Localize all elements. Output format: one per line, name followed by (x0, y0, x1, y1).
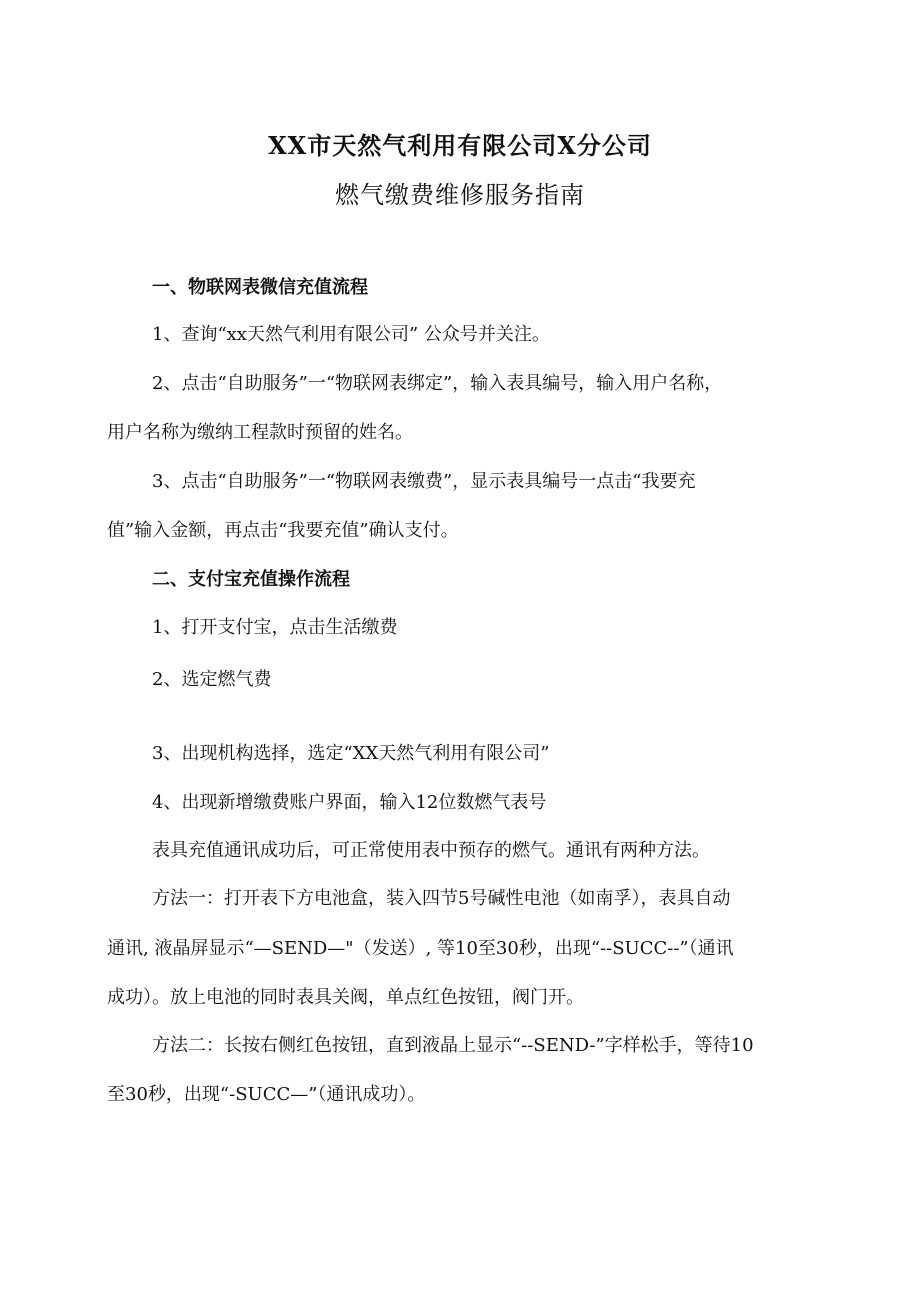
section2-note: 表具充值通讯成功后，可正常使用表中预存的燃气。通讯有两种方法。 (152, 840, 710, 861)
section1-item3-line1: 3、点击“自助服务”一“物联网表缴费”，显示表具编号一点击“我要充 (152, 471, 696, 492)
method2-line2: 至30秒，出现“-SUCC—”（通讯成功）。 (107, 1084, 426, 1105)
section2-heading: 二、支付宝充值操作流程 (152, 569, 350, 590)
section2-item3: 3、出现机构选择，选定“XX天然气利用有限公司” (152, 743, 550, 764)
method1-line2: 通讯, 液晶屏显示“—SEND—"（发送）, 等10至30秒，出现“--SUCC--”（通讯 (107, 938, 734, 959)
section1-item2-line2: 用户名称为缴纳工程款时预留的姓名。 (107, 422, 413, 443)
document-title-line2: 燃气缴费维修服务指南 (335, 181, 585, 209)
method2-line1: 方法二：长按右侧红色按钮，直到液晶上显示“--SEND-”字样松手，等待10 (152, 1035, 754, 1056)
section1-item2-line1: 2、点击“自助服务”一“物联网表绑定”，输入表具编号，输入用户名称， (152, 373, 723, 394)
section1-heading: 一、物联网表微信充值流程 (152, 277, 368, 298)
document-title-line1: XX市天然气利用有限公司X分公司 (268, 131, 652, 160)
section2-item4: 4、出现新增缴费账户界面，输入12位数燃气表号 (152, 792, 547, 813)
method1-line3: 成功）。放上电池的同时表具关阀，单点红色按钮，阀门开。 (107, 987, 584, 1008)
method1-line1: 方法一：打开表下方电池盒，装入四节5号碱性电池（如南孚），表具自动 (152, 888, 731, 909)
section2-item2: 2、选定燃气费 (152, 669, 272, 690)
section1-item3-line2: 值”输入金额，再点击“我要充值”确认支付。 (107, 520, 459, 541)
section1-item1: 1、查询“xx天然气利用有限公司” 公众号并关注。 (152, 324, 550, 345)
section2-item1: 1、打开支付宝，点击生活缴费 (152, 617, 398, 638)
